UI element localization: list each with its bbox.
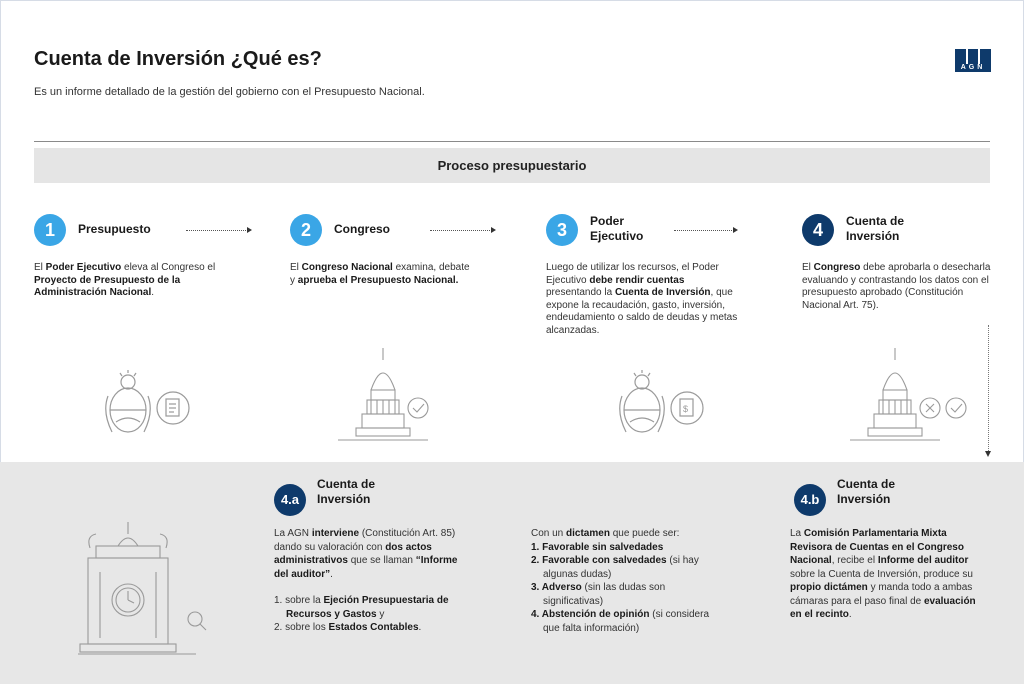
substep-number: 4.b <box>794 484 826 516</box>
step-title: Presupuesto <box>78 222 151 236</box>
step-title-line2: Inversión <box>846 229 900 243</box>
step-number: 1 <box>34 214 66 246</box>
step-title: Congreso <box>334 222 391 236</box>
step-number: 4 <box>802 214 834 246</box>
agn-building-icon <box>78 520 218 656</box>
step-title-line2: Ejecutivo <box>590 229 644 243</box>
step-body: El Congreso Nacional examina, debate y aprueba el Presupuesto Nacional. <box>290 262 470 286</box>
list-item: 2. Favorable con salvedades (si hay algunas dudas) <box>531 555 699 580</box>
auditor-report-list <box>274 594 474 635</box>
congress-building-icon <box>850 346 980 446</box>
arrow-icon <box>186 230 250 231</box>
step-body: El Congreso debe aprobarla o desecharla evaluando y contrastando los datos con el presupuesto aprobado (Constitución Nacional Art. 75). <box>802 262 991 311</box>
list-item: 2. sobre los Estados Contables. <box>274 622 422 633</box>
arrow-icon <box>674 230 736 231</box>
divider <box>34 141 990 142</box>
list-item: 1. Favorable sin salvedades <box>531 541 664 553</box>
substep-title-line2: Inversión <box>317 492 371 506</box>
substep-title-line2: Inversión <box>837 492 891 506</box>
coat-of-arms-icon <box>98 366 198 446</box>
step-number: 2 <box>290 214 322 246</box>
step-body: Luego de utilizar los recursos, el Poder Ejecutivo debe rendir cuentas presentando la Cuenta de Inversión, que expone la recaudación, gasto, inversión, endeudamiento o saldo de deudas y metas alcanzadas. <box>546 262 738 336</box>
congress-building-icon <box>338 346 438 446</box>
arrow-icon <box>430 230 494 231</box>
substep-4b-body: La Comisión Parlamentaria Mixta Revisora de Cuentas en el Congreso Nacional, recibe el Informe del auditor sobre la Cuenta de Inversión, produce su propio dictámen y manda todo a ambas cámaras para el paso final de evaluación en el recinto. <box>790 528 976 620</box>
substep-number: 4.a <box>274 484 306 516</box>
agn-logo <box>955 49 991 72</box>
agn-logo-text: AGN <box>955 64 991 72</box>
step-title <box>846 214 904 244</box>
list-item: 1. sobre la Ejeción Presupuestaria de Recursos y Gastos y <box>274 595 449 620</box>
substep-title-line1: Cuenta de <box>837 477 896 491</box>
dictamen-block <box>531 527 721 635</box>
dictamen-intro: Con un dictamen que puede ser: <box>531 528 680 539</box>
step-title-line1: Poder <box>590 214 625 228</box>
page-title: Cuenta de Inversión ¿Qué es? <box>34 48 322 70</box>
flow-connector <box>988 325 989 453</box>
coat-of-arms-icon <box>612 366 712 446</box>
step-title <box>590 214 643 244</box>
substep-title-line1: Cuenta de <box>317 477 376 491</box>
step-title-line1: Cuenta de <box>846 214 905 228</box>
page-subtitle: Es un informe detallado de la gestión del gobierno con el Presupuesto Nacional. <box>34 86 425 98</box>
substep-title <box>317 477 437 507</box>
step-number: 3 <box>546 214 578 246</box>
step-body: El Poder Ejecutivo eleva al Congreso el Proyecto de Presupuesto de la Administración Nacional. <box>34 262 216 298</box>
svg-text:$: $ <box>683 404 689 414</box>
list-item: 4. Abstención de opinión (si considera que falta información) <box>531 609 709 634</box>
substep-4a-intro: La AGN interviene (Constitución Art. 85) dando su valoración con dos actos administrativos que se llaman “Informe del auditor”. <box>274 528 458 580</box>
substep-title <box>837 477 957 507</box>
list-item: 3. Adverso (sin las dudas son significativas) <box>531 582 666 607</box>
arrow-down-icon <box>985 451 991 457</box>
process-banner: Proceso presupuestario <box>34 148 990 183</box>
